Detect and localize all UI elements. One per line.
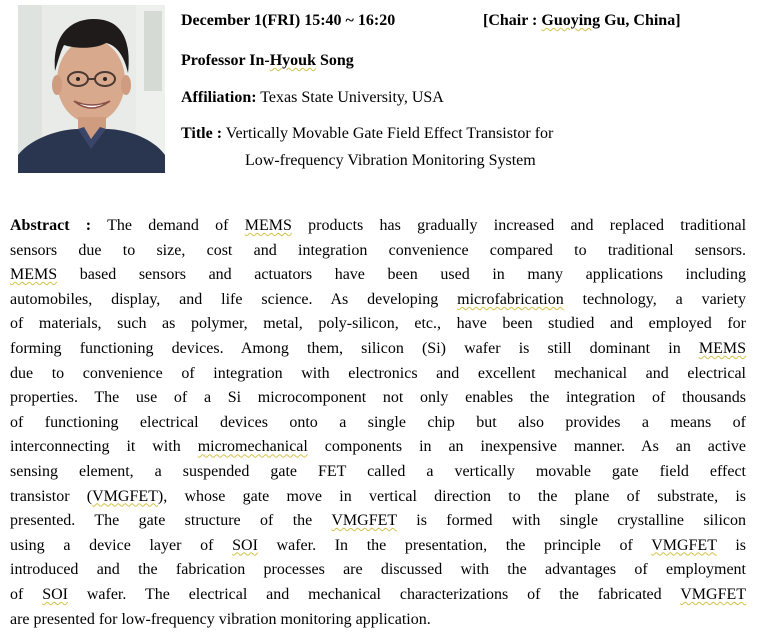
abstract-line: sensing element, a suspended gate FET called a vertically movable gate field effect	[10, 462, 746, 480]
abstract-line: are presented for low-frequency vibration monitoring application.	[10, 610, 431, 628]
abstract-line: of materials, such as polymer, metal, poly-silicon, etc., have been studied and employed for	[10, 315, 746, 333]
session-date-time: December 1(FRI) 15:40 ~ 16:20	[181, 12, 396, 29]
chair-name-first: Guoying	[541, 12, 601, 29]
session-header	[181, 11, 395, 31]
abstract-line: using a device layer of SOI wafer. In the presentation, the principle of VMGFET is	[10, 536, 747, 554]
speaker-affiliation	[181, 88, 444, 108]
talk-title-line-2: Low-frequency Vibration Monitoring System	[245, 152, 536, 169]
speaker-name: Professor In-Hyouk Song	[181, 52, 354, 69]
abstract-line: due to convenience of integration with electronics and excellent mechanical and electrical	[10, 364, 746, 382]
session-chair	[483, 11, 681, 31]
abstract-line: MEMS based sensors and actuators have been used in many applications including	[10, 266, 746, 284]
abstract-line: properties. The use of a Si microcomponent not only enables the integration of thousands	[10, 389, 746, 407]
abstract-line: Abstract : The demand of MEMS products has gradually increased and replaced traditional	[10, 217, 747, 234]
abstract-label: Abstract :	[10, 217, 92, 234]
affiliation-label: Affiliation:	[181, 89, 257, 106]
abstract-body	[10, 214, 746, 632]
chair-prefix: [Chair :	[483, 12, 542, 29]
abstract-line: introduced and the fabrication processes are discussed with the advantages of employment	[10, 561, 746, 579]
title-line-1: Vertically Movable Gate Field Effect Transistor for	[225, 125, 554, 142]
title-label: Title :	[181, 125, 223, 142]
abstract-line: of functioning electrical devices onto a single chip but also provides a means of	[10, 413, 746, 431]
abstract-line: presented. The gate structure of the VMGFET is formed with single crystalline silicon	[10, 512, 746, 530]
abstract-line: interconnecting it with micromechanical components in an inexpensive manner. As an active	[10, 438, 746, 456]
speaker-photo	[18, 5, 165, 173]
abstract-line: forming functioning devices. Among them, silicon (Si) wafer is still dominant in MEMS	[10, 339, 746, 357]
abstract-line: sensors due to size, cost and integration convenience compared to traditional sensors.	[10, 241, 746, 259]
abstract-line: transistor (VMGFET), whose gate move in vertical direction to the plane of substrate, is	[10, 487, 747, 505]
abstract-line: of SOI wafer. The electrical and mechanical characterizations of the fabricated VMGFET	[10, 585, 747, 603]
speaker-portrait-image	[18, 5, 165, 173]
talk-title	[181, 124, 553, 144]
chair-name-rest: Gu, China]	[600, 12, 681, 29]
abstract-line: automobiles, display, and life science. As developing microfabrication technology, a variety	[10, 290, 746, 308]
affiliation-value: Texas State University, USA	[260, 89, 444, 106]
